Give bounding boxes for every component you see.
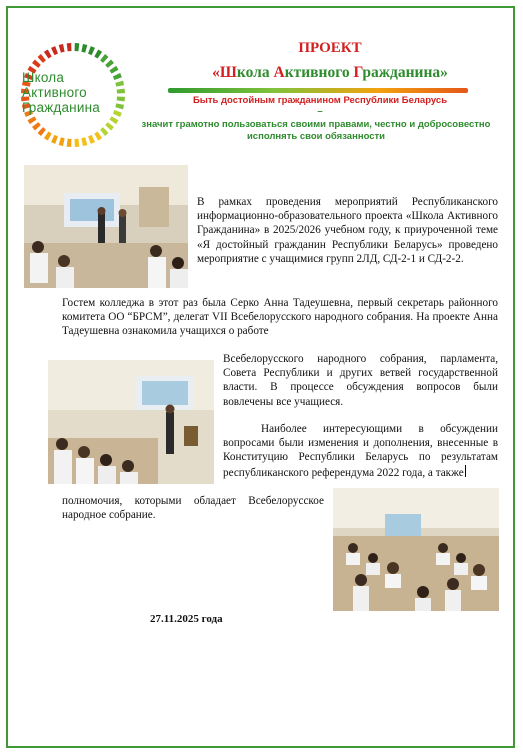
logo-ring-segment: [51, 135, 58, 144]
project-name: [140, 64, 520, 82]
event-photo-speakers: [24, 165, 188, 288]
logo-ring-segment: [38, 127, 46, 136]
title-underline: [168, 88, 468, 93]
logo-ring-segment: [88, 135, 95, 144]
logo-ring-segment: [81, 44, 87, 53]
logo-line-2: Активного: [22, 85, 87, 100]
logo-ring-segment: [117, 89, 125, 94]
project-name-part: «: [212, 64, 220, 81]
logo-ring-segment: [100, 54, 108, 63]
logo-ring-segment: [75, 43, 80, 51]
event-photo-presentation: [48, 360, 214, 484]
project-name-part: ражданина»: [362, 64, 448, 81]
project-label: ПРОЕКТ: [298, 40, 362, 56]
paragraph-discussion-text: Наиболее интересующими в обсуждении вопросами были изменения и дополнения, внесенные в Конституцию Республики Беларусь по результатам республиканского референдума 2022 года, а также: [223, 423, 498, 479]
logo-ring-segment: [59, 44, 65, 53]
logo-ring-segment: [44, 50, 52, 59]
logo-ring-segment: [117, 97, 125, 102]
project-name-part: Ш: [219, 64, 237, 81]
logo-line-3: Гражданина: [22, 100, 100, 115]
project-name-part: кола: [236, 64, 274, 81]
logo-ring-segment: [38, 54, 46, 63]
logo-text: [22, 70, 100, 115]
logo-ring-segment: [51, 46, 58, 55]
logo-ring-segment: [67, 43, 72, 51]
logo-ring-segment: [94, 131, 102, 140]
event-date: 27.11.2025 года: [150, 613, 223, 625]
logo-ring-segment: [105, 122, 114, 130]
paragraph-intro: В рамках проведения мероприятий Республиканского информационно-образовательного проекта «Школа Активного Гражданина» в 2025/2026 учебном году, к приуроченной теме «Я достойный гражданин Республики Беларусь» проведено мероприятие с учащимися групп 2ЛД, СД-2-1 и СД-2-2.: [197, 196, 498, 265]
logo-ring-segment: [113, 110, 122, 117]
paragraph-discussion: [223, 422, 498, 480]
project-name-part: А: [273, 64, 285, 81]
logo-line-1: Школа: [22, 70, 65, 85]
motto-line-1: Быть достойным гражданином Республики Беларусь: [192, 95, 448, 106]
logo-ring-segment: [113, 73, 122, 80]
motto-line-2: значит грамотно пользоваться своими правами, честно и добросовестно исполнять свои обязанности: [141, 119, 491, 142]
logo-ring-segment: [75, 139, 80, 147]
paragraph-powers: полномочия, которыми обладает Всебелорусское народное собрание.: [62, 495, 324, 522]
text-cursor: [465, 465, 466, 477]
logo-ring-segment: [115, 81, 124, 87]
logo-ring-segment: [88, 46, 95, 55]
logo-ring-segment: [67, 139, 72, 147]
logo-ring-segment: [81, 137, 87, 146]
logo-ring-segment: [100, 127, 108, 136]
logo-ring-segment: [115, 103, 124, 109]
logo-ring-segment: [28, 116, 37, 124]
logo-ring-segment: [109, 116, 118, 124]
motto-dash: –: [317, 106, 323, 117]
logo-ring-segment: [59, 137, 65, 146]
project-name-part: ктивного: [284, 64, 354, 81]
paragraph-guest: Гостем колледжа в этот раз была Серко Анна Тадеушевна, первый секретарь районного комитета ОО “БРСМ”, делегат VII Всебелорусского народного собрания. На проекте Анна Тадеушевна ознакомила учащихся о работе: [62, 297, 498, 338]
logo-ring-segment: [32, 60, 41, 68]
paragraph-assembly: Всебелорусского народного собрания, парламента, Совета Республики и других ветвей государственной власти. В процессе обсуждения вопросов были вовлечены все учащиеся.: [223, 353, 498, 408]
logo-ring-segment: [44, 131, 52, 140]
logo-ring-segment: [109, 66, 118, 74]
logo-ring-segment: [94, 50, 102, 59]
logo-ring-segment: [105, 60, 114, 68]
project-name-part: Г: [353, 64, 363, 81]
event-photo-audience: [333, 488, 499, 611]
logo-ring-segment: [32, 122, 41, 130]
